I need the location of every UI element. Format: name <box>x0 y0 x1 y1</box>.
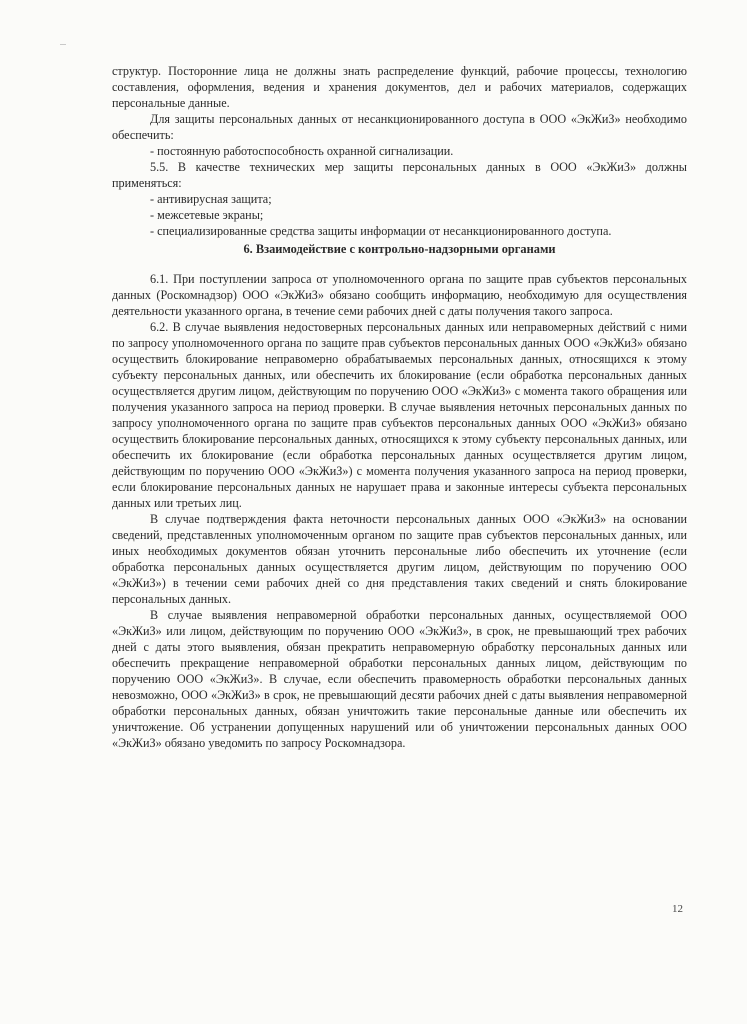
list-item-firewalls: - межсетевые экраны; <box>150 208 264 222</box>
paragraph-5-5: 5.5. В качестве технических мер защиты персональных данных в ООО «ЭкЖиЗ» должны применяться: <box>112 160 687 190</box>
paragraph-continuation: структур. Посторонние лица не должны знать распределение функций, рабочие процессы, технологию составления, оформления, ведения и хранения документов, дел и рабочих материалов, содержащих персональные данные. <box>112 64 687 110</box>
list-item-antivirus: - антивирусная защита; <box>150 192 272 206</box>
section-heading-6: 6. Взаимодействие с контрольно-надзорными органами <box>243 242 556 256</box>
document-body <box>112 63 687 751</box>
paragraph-6-1: 6.1. При поступлении запроса от уполномоченного органа по защите прав субъектов персональных данных (Роскомнадзор) ООО «ЭкЖиЗ» обязано сообщить информацию, необходимую для осуществления деятельности указанного органа, в течение семи рабочих дней с даты получения такого запроса. <box>112 272 687 318</box>
page-number: 12 <box>672 903 683 915</box>
paragraph-unlawful-processing: В случае выявления неправомерной обработки персональных данных, осуществляемой ООО «ЭкЖиЗ» или лицом, действующим по поручению ООО «ЭкЖиЗ», в срок, не превышающий трех рабочих дней с даты этого выявления, обязан прекратить неправомерную обработку персональных данных или обеспечить прекращение неправомерной обработки персональных данных лицом, действующим по поручению ООО «ЭкЖиЗ». В случае, если обеспечить правомерность обработки персональных данных невозможно, ООО «ЭкЖиЗ» в срок, не превышающий десяти рабочих дней с даты выявления неправомерной обработки персональных данных, обязан уничтожить такие персональные данные или обеспечить их уничтожение. Об устранении допущенных нарушений или об уничтожении персональных данных ООО «ЭкЖиЗ» обязано уведомить по запросу Роскомнадзора. <box>112 608 687 750</box>
list-item-special-tools: - специализированные средства защиты информации от несанкционированного доступа. <box>150 224 612 238</box>
paragraph-6-2: 6.2. В случае выявления недостоверных персональных данных или неправомерных действий с ними по запросу уполномоченного органа по защите прав субъектов персональных данных ООО «ЭкЖиЗ» обязано осуществить блокирование неправомерно обрабатываемых персональных данных, относящихся к этому субъекту персональных данных, или обеспечить их блокирование (если обработка персональных данных осуществляется другим лицом, действующим по поручению ООО «ЭкЖиЗ» с момента такого обращения или получения указанного запроса на период проверки. В случае выявления неточных персональных данных по запросу уполномоченного органа по защите прав субъектов персональных данных ООО «ЭкЖиЗ» обязано осуществить блокирование персональных данных, относящихся к этому субъекту персональных данных, или обеспечить их блокирование (если обработка персональных данных осуществляется другим лицом, действующим по поручению ООО «ЭкЖиЗ») с момента получения указанного запроса на период проверки, если блокирование персональных данных не нарушает права и законные интересы субъекта персональных данных или третьих лиц. <box>112 320 687 510</box>
paragraph-inaccuracy: В случае подтверждения факта неточности персональных данных ООО «ЭкЖиЗ» на основании сведений, представленных уполномоченным органом по защите прав субъектов персональных данных, или иных необходимых документов обязан уточнить персональные либо обеспечить их уточнение (если обработка персональных данных осуществляется другим лицом, действующим по поручению ООО «ЭкЖиЗ») в течении семи рабочих дней со дня представления таких сведений и снять блокирование персональных данных. <box>112 512 687 606</box>
list-item-alarm: - постоянную работоспособность охранной сигнализации. <box>150 144 454 158</box>
paragraph-protection-intro: Для защиты персональных данных от несанкционированного доступа в ООО «ЭкЖиЗ» необходимо обеспечить: <box>112 112 687 142</box>
scan-mark <box>60 44 66 45</box>
